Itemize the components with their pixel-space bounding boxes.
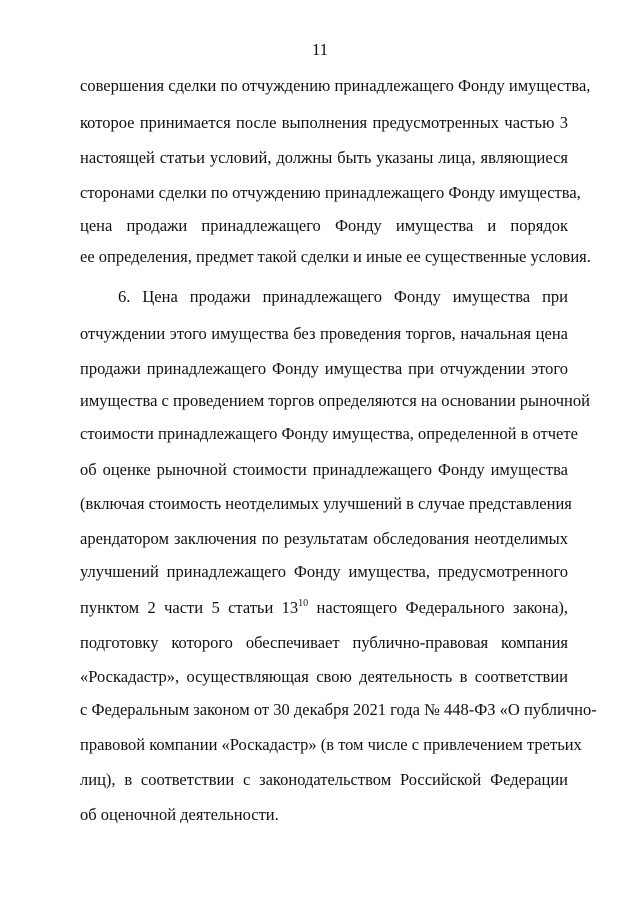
text-line: стоимости принадлежащего Фонду имущества, определенной в отчете bbox=[80, 424, 578, 443]
text-line: подготовку которого обеспечивает публично-правовая компания bbox=[80, 633, 568, 652]
text-line: цена продажи принадлежащего Фонду имущества и порядок bbox=[80, 216, 568, 235]
text-line: «Роскадастр», осуществляющая свою деятельность в соответствии bbox=[80, 667, 568, 686]
text-fragment: настоящего Федерального закона), bbox=[308, 598, 569, 617]
text-line: лиц), в соответствии с законодательством Российской Федерации bbox=[80, 770, 568, 789]
text-line: улучшений принадлежащего Фонду имущества, предусмотренного bbox=[80, 562, 568, 581]
text-line: настоящей статьи условий, должны быть указаны лица, являющиеся bbox=[80, 148, 568, 167]
superscript: 10 bbox=[298, 597, 309, 609]
text-line: с Федеральным законом от 30 декабря 2021 года № 448-ФЗ «О публично- bbox=[80, 700, 597, 719]
text-line: отчуждении этого имущества без проведения торгов, начальная цена bbox=[80, 324, 568, 343]
text-line: совершения сделки по отчуждению принадлежащего Фонду имущества, bbox=[80, 76, 591, 95]
text-line: арендатором заключения по результатам обследования неотделимых bbox=[80, 529, 568, 548]
text-line: об оценке рыночной стоимости принадлежащего Фонду имущества bbox=[80, 460, 568, 479]
text-line: которое принимается после выполнения предусмотренных частью 3 bbox=[80, 113, 568, 132]
text-fragment: пунктом 2 части 5 статьи 13 bbox=[80, 598, 299, 617]
text-line: об оценочной деятельности. bbox=[80, 805, 279, 824]
text-line: имущества с проведением торгов определяются на основании рыночной bbox=[80, 391, 590, 410]
page-number: 11 bbox=[311, 40, 329, 59]
text-line: (включая стоимость неотделимых улучшений в случае представления bbox=[80, 494, 572, 513]
text-line bbox=[80, 598, 568, 618]
text-line: правовой компании «Роскадастр» (в том числе с привлечением третьих bbox=[80, 735, 582, 754]
text-line: продажи принадлежащего Фонду имущества при отчуждении этого bbox=[80, 359, 568, 378]
text-line: ее определения, предмет такой сделки и иные ее существенные условия. bbox=[80, 247, 591, 266]
text-line: 6. Цена продажи принадлежащего Фонду имущества при bbox=[118, 287, 568, 306]
text-line: сторонами сделки по отчуждению принадлежащего Фонду имущества, bbox=[80, 183, 581, 202]
